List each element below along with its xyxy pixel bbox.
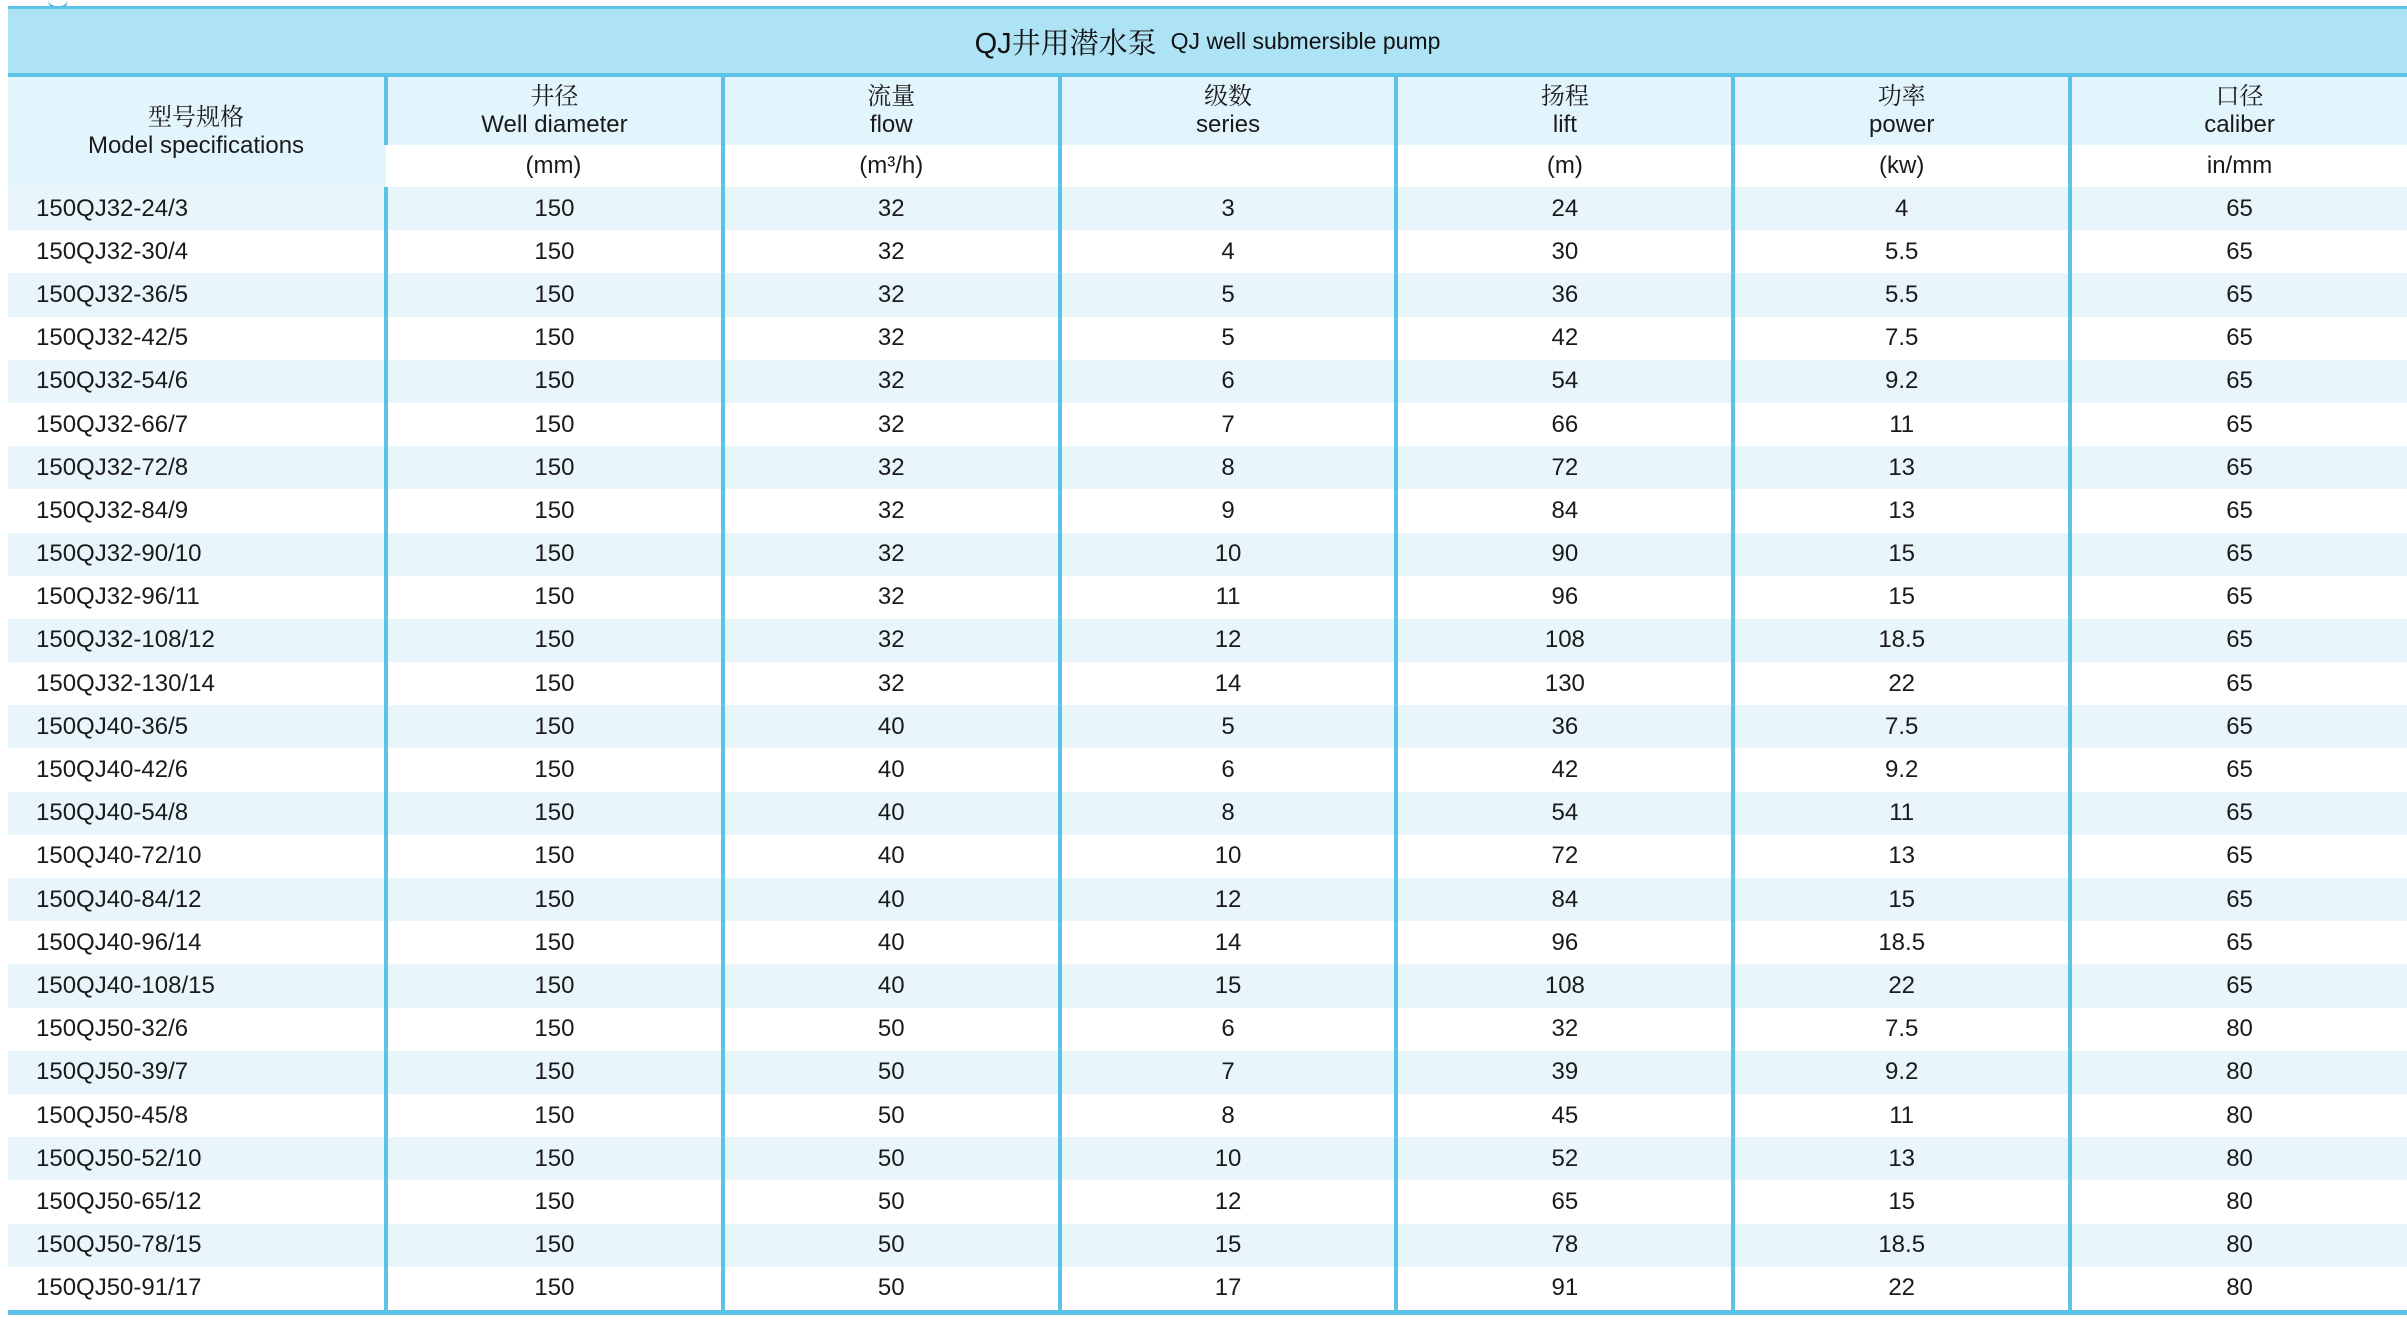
cell-lift: 39 — [1396, 1051, 1733, 1094]
cell-power: 15 — [1733, 576, 2070, 619]
cell-series: 5 — [1060, 317, 1397, 360]
cell-lift: 96 — [1396, 576, 1733, 619]
cell-flow: 40 — [723, 921, 1060, 964]
cell-flow: 32 — [723, 619, 1060, 662]
cell-power: 22 — [1733, 964, 2070, 1007]
cell-series: 5 — [1060, 273, 1397, 316]
header-en: power — [1869, 111, 1935, 138]
cell-flow: 40 — [723, 705, 1060, 748]
header-cn: 口径 — [2215, 83, 2264, 110]
header-model-en: Model specifications — [87, 132, 305, 159]
cell-series: 17 — [1060, 1267, 1397, 1310]
cell-well-diameter: 150 — [386, 360, 723, 403]
cell-model: 150QJ40-84/12 — [8, 878, 386, 921]
cell-caliber: 65 — [2070, 619, 2407, 662]
cell-series: 12 — [1060, 1180, 1397, 1223]
cell-power: 9.2 — [1733, 1051, 2070, 1094]
unit-lift: (m) — [1396, 145, 1733, 187]
cell-model: 150QJ50-65/12 — [8, 1180, 386, 1223]
cell-caliber: 65 — [2070, 230, 2407, 273]
cell-lift: 72 — [1396, 835, 1733, 878]
cell-well-diameter: 150 — [386, 273, 723, 316]
cell-well-diameter: 150 — [386, 921, 723, 964]
cell-flow: 32 — [723, 360, 1060, 403]
cell-flow: 32 — [723, 317, 1060, 360]
cell-model: 150QJ32-54/6 — [8, 360, 386, 403]
cell-flow: 50 — [723, 1094, 1060, 1137]
cell-well-diameter: 150 — [386, 835, 723, 878]
cell-well-diameter: 150 — [386, 489, 723, 532]
cell-flow: 40 — [723, 835, 1060, 878]
cell-well-diameter: 150 — [386, 1267, 723, 1310]
cell-flow: 32 — [723, 446, 1060, 489]
table-row — [8, 619, 2407, 662]
cell-caliber: 65 — [2070, 533, 2407, 576]
cell-lift: 130 — [1396, 662, 1733, 705]
cell-model: 150QJ32-66/7 — [8, 403, 386, 446]
cell-flow: 40 — [723, 792, 1060, 835]
cell-lift: 84 — [1396, 878, 1733, 921]
cell-lift: 65 — [1396, 1180, 1733, 1223]
cell-flow: 50 — [723, 1137, 1060, 1180]
cell-flow: 50 — [723, 1008, 1060, 1051]
cell-lift: 30 — [1396, 230, 1733, 273]
cell-well-diameter: 150 — [386, 748, 723, 791]
table-row — [8, 230, 2407, 273]
cell-power: 11 — [1733, 1094, 2070, 1137]
header-en: caliber — [2204, 111, 2275, 138]
cell-flow: 50 — [723, 1180, 1060, 1223]
cell-power: 11 — [1733, 403, 2070, 446]
cell-flow: 50 — [723, 1267, 1060, 1310]
cell-lift: 54 — [1396, 792, 1733, 835]
cell-flow: 32 — [723, 230, 1060, 273]
cell-model: 150QJ40-108/15 — [8, 964, 386, 1007]
cell-lift: 52 — [1396, 1137, 1733, 1180]
cell-power: 13 — [1733, 446, 2070, 489]
cell-caliber: 65 — [2070, 748, 2407, 791]
cell-caliber: 65 — [2070, 576, 2407, 619]
cell-flow: 40 — [723, 878, 1060, 921]
cell-model: 150QJ32-72/8 — [8, 446, 386, 489]
cell-lift: 108 — [1396, 964, 1733, 1007]
cell-series: 12 — [1060, 619, 1397, 662]
cell-well-diameter: 150 — [386, 446, 723, 489]
cell-well-diameter: 150 — [386, 1137, 723, 1180]
header-en: Well diameter — [481, 111, 628, 138]
cell-series: 10 — [1060, 835, 1397, 878]
cell-caliber: 65 — [2070, 360, 2407, 403]
cell-caliber: 65 — [2070, 705, 2407, 748]
cell-model: 150QJ32-96/11 — [8, 576, 386, 619]
cell-flow: 32 — [723, 489, 1060, 532]
table-row — [8, 489, 2407, 532]
header-cn: 流量 — [867, 83, 916, 110]
cell-lift: 45 — [1396, 1094, 1733, 1137]
table-row — [8, 1180, 2407, 1223]
cell-caliber: 65 — [2070, 964, 2407, 1007]
cell-caliber: 80 — [2070, 1267, 2407, 1310]
cell-power: 15 — [1733, 878, 2070, 921]
title-english: QJ well submersible pump — [1170, 27, 1441, 54]
cell-caliber: 80 — [2070, 1137, 2407, 1180]
cell-series: 14 — [1060, 921, 1397, 964]
header-flow — [723, 77, 1060, 145]
cell-lift: 96 — [1396, 921, 1733, 964]
cell-model: 150QJ50-39/7 — [8, 1051, 386, 1094]
cell-well-diameter: 150 — [386, 1224, 723, 1267]
cell-flow: 32 — [723, 662, 1060, 705]
cell-power: 22 — [1733, 1267, 2070, 1310]
cell-flow: 50 — [723, 1051, 1060, 1094]
cell-power: 7.5 — [1733, 317, 2070, 360]
cell-power: 5.5 — [1733, 230, 2070, 273]
header-cn: 功率 — [1877, 83, 1926, 110]
cell-well-diameter: 150 — [386, 403, 723, 446]
cell-model: 150QJ32-108/12 — [8, 619, 386, 662]
cell-well-diameter: 150 — [386, 705, 723, 748]
table-row — [8, 878, 2407, 921]
cell-well-diameter: 150 — [386, 964, 723, 1007]
header-en: series — [1196, 111, 1261, 138]
table-row — [8, 662, 2407, 705]
cell-caliber: 80 — [2070, 1094, 2407, 1137]
cell-series: 5 — [1060, 705, 1397, 748]
cell-power: 11 — [1733, 792, 2070, 835]
title-bar — [8, 6, 2407, 77]
cell-model: 150QJ32-84/9 — [8, 489, 386, 532]
cell-caliber: 65 — [2070, 792, 2407, 835]
cell-well-diameter: 150 — [386, 576, 723, 619]
table-row — [8, 317, 2407, 360]
cell-power: 9.2 — [1733, 748, 2070, 791]
table-body — [8, 187, 2407, 1310]
cell-flow: 32 — [723, 576, 1060, 619]
cell-caliber: 65 — [2070, 835, 2407, 878]
header-caliber — [2070, 77, 2407, 145]
cell-series: 6 — [1060, 360, 1397, 403]
table-row — [8, 1008, 2407, 1051]
table-row — [8, 705, 2407, 748]
cell-lift: 90 — [1396, 533, 1733, 576]
cell-lift: 108 — [1396, 619, 1733, 662]
cell-series: 14 — [1060, 662, 1397, 705]
cell-caliber: 80 — [2070, 1051, 2407, 1094]
cell-series: 4 — [1060, 230, 1397, 273]
cell-well-diameter: 150 — [386, 1008, 723, 1051]
cell-model: 150QJ40-54/8 — [8, 792, 386, 835]
header-model — [8, 77, 386, 187]
cell-lift: 54 — [1396, 360, 1733, 403]
table-row — [8, 835, 2407, 878]
title-chinese: QJ井用潜水泵 — [974, 27, 1157, 60]
cell-caliber: 65 — [2070, 446, 2407, 489]
header-cn: 井径 — [530, 83, 579, 110]
cell-well-diameter: 150 — [386, 1180, 723, 1223]
cell-lift: 36 — [1396, 705, 1733, 748]
cell-power: 18.5 — [1733, 619, 2070, 662]
cell-lift: 78 — [1396, 1224, 1733, 1267]
cell-model: 150QJ50-91/17 — [8, 1267, 386, 1310]
cell-power: 15 — [1733, 1180, 2070, 1223]
cell-flow: 40 — [723, 748, 1060, 791]
cell-model: 150QJ50-52/10 — [8, 1137, 386, 1180]
cell-lift: 91 — [1396, 1267, 1733, 1310]
table-row — [8, 921, 2407, 964]
cell-power: 13 — [1733, 489, 2070, 532]
cell-model: 150QJ40-72/10 — [8, 835, 386, 878]
cell-well-diameter: 150 — [386, 317, 723, 360]
cell-series: 15 — [1060, 1224, 1397, 1267]
table-row — [8, 1051, 2407, 1094]
cell-series: 3 — [1060, 187, 1397, 230]
cell-power: 22 — [1733, 662, 2070, 705]
table-row — [8, 403, 2407, 446]
cell-lift: 84 — [1396, 489, 1733, 532]
pump-spec-table — [8, 77, 2407, 1310]
table-row — [8, 446, 2407, 489]
cell-power: 7.5 — [1733, 705, 2070, 748]
cell-well-diameter: 150 — [386, 878, 723, 921]
cell-lift: 24 — [1396, 187, 1733, 230]
cell-lift: 36 — [1396, 273, 1733, 316]
table-row — [8, 360, 2407, 403]
table-row — [8, 1224, 2407, 1267]
cell-series: 10 — [1060, 533, 1397, 576]
cell-power: 15 — [1733, 533, 2070, 576]
cell-caliber: 65 — [2070, 403, 2407, 446]
cell-power: 4 — [1733, 187, 2070, 230]
cell-lift: 66 — [1396, 403, 1733, 446]
cell-well-diameter: 150 — [386, 1051, 723, 1094]
table-header — [8, 77, 2407, 187]
cell-lift: 42 — [1396, 748, 1733, 791]
table-row — [8, 187, 2407, 230]
cell-lift: 72 — [1396, 446, 1733, 489]
cell-caliber: 80 — [2070, 1180, 2407, 1223]
cell-caliber: 65 — [2070, 662, 2407, 705]
cell-well-diameter: 150 — [386, 187, 723, 230]
cell-model: 150QJ32-24/3 — [8, 187, 386, 230]
header-en: flow — [869, 111, 913, 138]
cell-model: 150QJ50-78/15 — [8, 1224, 386, 1267]
cell-flow: 32 — [723, 403, 1060, 446]
cell-well-diameter: 150 — [386, 619, 723, 662]
cell-model: 150QJ40-42/6 — [8, 748, 386, 791]
cell-power: 7.5 — [1733, 1008, 2070, 1051]
header-model-cn: 型号规格 — [148, 104, 245, 131]
cell-well-diameter: 150 — [386, 662, 723, 705]
cell-lift: 32 — [1396, 1008, 1733, 1051]
cell-power: 9.2 — [1733, 360, 2070, 403]
table-row — [8, 533, 2407, 576]
unit-series — [1060, 145, 1397, 187]
header-series — [1060, 77, 1397, 145]
cell-power: 18.5 — [1733, 921, 2070, 964]
cell-series: 12 — [1060, 878, 1397, 921]
cell-series: 6 — [1060, 1008, 1397, 1051]
cell-model: 150QJ32-36/5 — [8, 273, 386, 316]
cell-series: 8 — [1060, 1094, 1397, 1137]
cell-series: 7 — [1060, 403, 1397, 446]
cell-series: 8 — [1060, 446, 1397, 489]
table-row — [8, 792, 2407, 835]
cell-series: 8 — [1060, 792, 1397, 835]
table-row — [8, 273, 2407, 316]
cell-series: 9 — [1060, 489, 1397, 532]
cell-caliber: 65 — [2070, 878, 2407, 921]
table-row — [8, 1137, 2407, 1180]
cell-well-diameter: 150 — [386, 792, 723, 835]
header-well-diameter — [386, 77, 723, 145]
cell-model: 150QJ40-96/14 — [8, 921, 386, 964]
table-row — [8, 576, 2407, 619]
unit-caliber: in/mm — [2070, 145, 2407, 187]
unit-power: (kw) — [1733, 145, 2070, 187]
cell-model: 150QJ32-90/10 — [8, 533, 386, 576]
bottom-rule — [8, 1310, 2407, 1315]
cell-power: 13 — [1733, 1137, 2070, 1180]
spec-sheet — [8, 6, 2407, 1315]
unit-flow: (m³/h) — [723, 145, 1060, 187]
cell-model: 150QJ32-130/14 — [8, 662, 386, 705]
cell-caliber: 65 — [2070, 273, 2407, 316]
cell-caliber: 65 — [2070, 489, 2407, 532]
cell-flow: 32 — [723, 273, 1060, 316]
cell-well-diameter: 150 — [386, 533, 723, 576]
cell-caliber: 65 — [2070, 187, 2407, 230]
cell-well-diameter: 150 — [386, 230, 723, 273]
cell-caliber: 65 — [2070, 317, 2407, 360]
cell-model: 150QJ50-45/8 — [8, 1094, 386, 1137]
cell-model: 150QJ32-30/4 — [8, 230, 386, 273]
header-lift — [1396, 77, 1733, 145]
cell-series: 11 — [1060, 576, 1397, 619]
cell-series: 7 — [1060, 1051, 1397, 1094]
cell-flow: 32 — [723, 533, 1060, 576]
cell-flow: 40 — [723, 964, 1060, 1007]
table-row — [8, 1094, 2407, 1137]
cell-caliber: 80 — [2070, 1008, 2407, 1051]
cell-model: 150QJ40-36/5 — [8, 705, 386, 748]
header-power — [1733, 77, 2070, 145]
cell-caliber: 80 — [2070, 1224, 2407, 1267]
unit-well-diameter: (mm) — [386, 145, 723, 187]
table-row — [8, 964, 2407, 1007]
cell-power: 5.5 — [1733, 273, 2070, 316]
table-row — [8, 748, 2407, 791]
cell-well-diameter: 150 — [386, 1094, 723, 1137]
cell-flow: 32 — [723, 187, 1060, 230]
cell-power: 13 — [1733, 835, 2070, 878]
cell-series: 10 — [1060, 1137, 1397, 1180]
cell-flow: 50 — [723, 1224, 1060, 1267]
header-cn: 扬程 — [1540, 83, 1589, 110]
cell-series: 15 — [1060, 964, 1397, 1007]
header-en: lift — [1552, 111, 1577, 138]
cell-caliber: 65 — [2070, 921, 2407, 964]
cell-series: 6 — [1060, 748, 1397, 791]
table-row — [8, 1267, 2407, 1310]
cell-model: 150QJ50-32/6 — [8, 1008, 386, 1051]
cell-power: 18.5 — [1733, 1224, 2070, 1267]
cell-lift: 42 — [1396, 317, 1733, 360]
header-cn: 级数 — [1204, 83, 1253, 110]
cell-model: 150QJ32-42/5 — [8, 317, 386, 360]
